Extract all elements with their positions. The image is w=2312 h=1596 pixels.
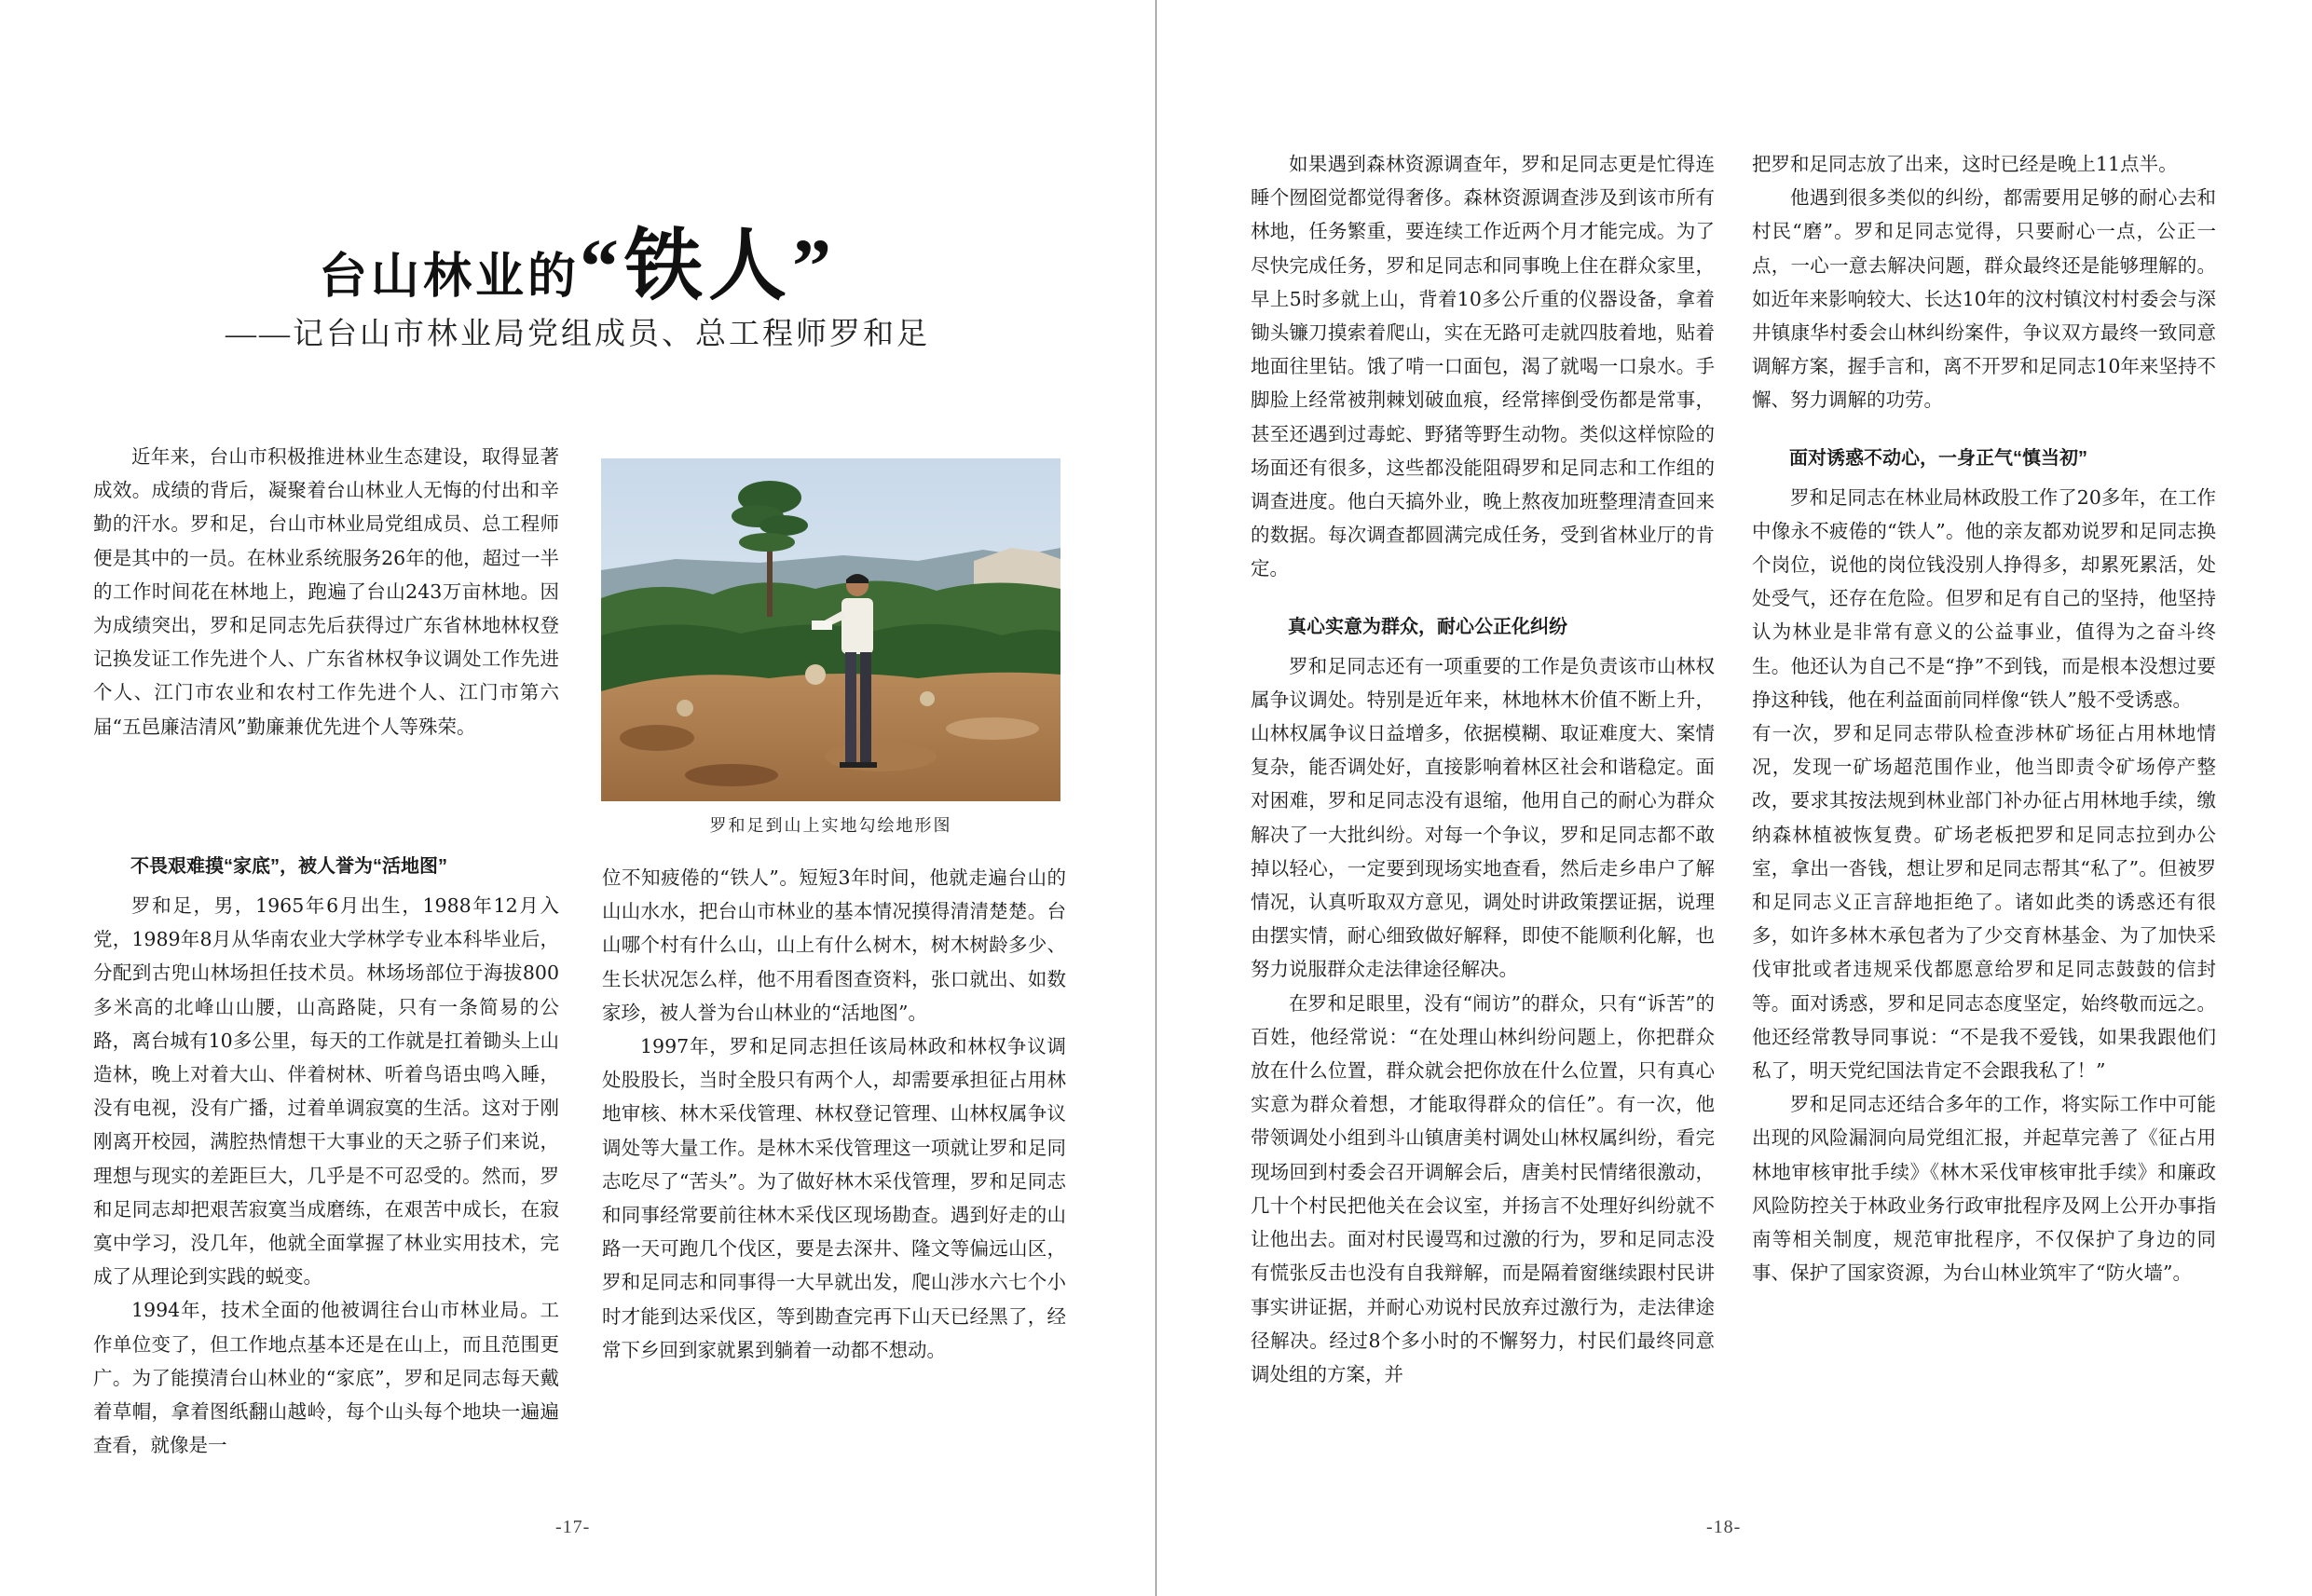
column-left <box>1251 147 1715 1391</box>
intro-column <box>93 440 559 743</box>
body-paragraph: 1997年，罗和足同志担任该局林政和林权争议调处股股长，当时全股只有两个人，却需要承担征占用林地审核、林木采伐管理、林权登记管理、山林权属争议调处等大量工作。是林木采伐管理这一项就让罗和足同志吃尽了“苦头”。为了做好林木采伐管理，罗和足同志和同事经常要前往林木采伐区现场勘查。遇到好走的山路一天可跑几个伐区，要是去深井、隆文等偏远山区，罗和足同志和同事得一大早就出发，爬山涉水六七个小时才能到达采伐区，等到勘查完再下山天已经黑了，经常下乡回到家就累到躺着一动都不想动。 <box>602 1035 1066 1361</box>
body-paragraph: 罗和足同志还结合多年的工作，将实际工作中可能出现的风险漏洞向局党组汇报，并起草完善了《征占用林地审核审批手续》《林木采伐审核审批手续》和廉政风险防控关于林政业务行政审批程序及网上公开办事指南等相关制度，规范审批程序，不仅保护了身边的同事、保护了国家资源，为台山林业筑牢了“防火墙”。 <box>1752 1093 2216 1285</box>
column-right <box>1752 147 2216 1290</box>
body-paragraph: 有一次，罗和足同志带队检查涉林矿场征占用林地情况，发现一矿场超范围作业，他当即责令矿场停产整改，要求其按法规到林业部门补办征占用林地手续，缴纳森林植被恢复费。矿场老板把罗和足同志拉到办公室，拿出一沓钱，想让罗和足同志帮其“私了”。但被罗和足同志义正言辞地拒绝了。诸如此类的诱惑还有很多，如许多林木承包者为了少交育林基金、为了加快采伐审批或者违规采伐都愿意给罗和足同志鼓鼓的信封等。面对诱惑，罗和足同志态度坚定，始终敬而远之。他还经常教导同事说：“不是我不爱钱，如果我跟他们私了，明天党纪国法肯定不会跟我私了！” <box>1752 722 2216 1083</box>
photo-caption: 罗和足到山上实地勾绘地形图 <box>709 816 952 836</box>
intro-paragraph: 近年来，台山市积极推进林业生态建设，取得显著成效。成绩的背后，凝聚着台山林业人无悔的付出和辛勤的汗水。罗和足，台山市林业局党组成员、总工程师便是其中的一员。在林业系统服务26年的他，超过一半的工作时间花在林地上，跑遍了台山243万亩林地。因为成绩突出，罗和足同志先后获得过广东省林地林权登记换发证工作先进个人、广东省林权争议调处工作先进个人、江门市农业和农村工作先进个人、江门市第六届“五邑廉洁清风”勤廉兼优先进个人等殊荣。 <box>93 445 559 738</box>
section-heading-3: 面对诱惑不动心，一身正气“慎当初” <box>1789 447 2087 469</box>
body-paragraph: 罗和足，男，1965年6月出生，1988年12月入党，1989年8月从华南农业大学林学专业本科毕业后，分配到古兜山林场担任技术员。林场场部位于海拔800多米高的北峰山山腰，山高路陡，只有一条简易的公路，离台城有10多公里，每天的工作就是扛着锄头上山造林，晚上对着大山、伴着树林、听着鸟语虫鸣入睡，没有电视，没有广播，过着单调寂寞的生活。这对于刚刚离开校园，满腔热情想干大事业的天之骄子们来说，理想与现实的差距巨大，几乎是不可忍受的。然而，罗和足同志却把艰苦寂寞当成磨练，在艰苦中成长，在寂寞中学习，没几年，他就全面掌握了林业实用技术，完成了从理论到实践的蜕变。 <box>93 894 559 1289</box>
article-subtitle: ——记台山市林业局党组成员、总工程师罗和足 <box>226 318 930 351</box>
title-text: 台山林业的 <box>318 251 580 304</box>
section-heading-2: 真心实意为群众，耐心公正化纠纷 <box>1288 616 1567 637</box>
body-paragraph: 把罗和足同志放了出来，这时已经是晚上11点半。 <box>1752 153 2178 175</box>
body-paragraph: 如果遇到森林资源调查年，罗和足同志更是忙得连睡个囫囵觉都觉得奢侈。森林资源调查涉及到该市所有林地，任务繁重，要连续工作近两个月才能完成。为了尽快完成任务，罗和足同志和同事晚上住在群众家里，早上5时多就上山，背着10多公斤重的仪器设备，拿着锄头镰刀摸索着爬山，实在无路可走就四肢着地，贴着地面往里钻。饿了啃一口面包，渴了就喝一口泉水。手脚脸上经常被荆棘划破血痕，经常摔倒受伤都是常事，甚至还遇到过毒蛇、野猪等野生动物。类似这样惊险的场面还有很多，这些都没能阻碍罗和足同志和工作组的调查进度。他白天搞外业，晚上熬夜加班整理清查回来的数据。每次调查都圆满完成任务，受到省林业厅的肯定。 <box>1251 153 1715 580</box>
body-paragraph: 1994年，技术全面的他被调往台山市林业局。工作单位变了，但工作地点基本还是在山上，而且范围更广。为了能摸清台山林业的“家底”，罗和足同志每天戴着草帽，拿着图纸翻山越岭，每个山头每个地块一遍遍查看，就像是一 <box>93 1299 559 1457</box>
body-paragraph: 位不知疲倦的“铁人”。短短3年时间，他就走遍台山的山山水水，把台山市林业的基本情况摸得清清楚楚。台山哪个村有什么山，山上有什么树木，树木树龄多少、生长状况怎么样，他不用看图查资料，张口就出、如数家珍，被人誉为台山林业的“活地图”。 <box>602 866 1066 1024</box>
section-heading-1: 不畏艰难摸“家底”，被人誉为“活地图” <box>130 856 447 877</box>
page-18 <box>1156 0 2312 1596</box>
title-emphasis: “铁人” <box>580 224 838 310</box>
body-paragraph: 他遇到很多类似的纠纷，都需要用足够的耐心去和村民“磨”。罗和足同志觉得，只要耐心一点，公正一点，一心一意去解决问题，群众最终还是能够理解的。如近年来影响较大、长达10年的汶村镇汶村村委会与深井镇康华村委会山林纠纷案件，争议双方最终一致同意调解方案，握手言和，离不开罗和足同志10年来坚持不懈、努力调解的功劳。 <box>1752 186 2216 412</box>
body-paragraph: 罗和足同志在林业局林政股工作了20多年，在工作中像永不疲倦的“铁人”。他的亲友都劝说罗和足同志换个岗位，说他的岗位钱没别人挣得多，却累死累活，处处受气，还存在危险。但罗和足有自己的坚持，他坚持认为林业是非常有意义的公益事业，值得为之奋斗终生。他还认为自己不是“挣”不到钱，而是根本没想过要挣这种钱，他在利益面前同样像“铁人”般不受诱惑。 <box>1752 485 2216 711</box>
body-paragraph: 在罗和足眼里，没有“闹访”的群众，只有“诉苦”的百姓，他经常说：“在处理山林纠纷问题上，你把群众放在什么位置，群众就会把你放在什么位置，只有真心实意为群众着想，才能取得群众的信任”。有一次，他带领调处小组到斗山镇唐美村调处山林权属纠纷，看完现场回到村委会召开调解会后，唐美村民情绪很激动，几十个村民把他关在会议室，并扬言不处理好纠纷就不让他出去。面对村民谩骂和过激的行为，罗和足同志没有慌张反击也没有自我辩解，而是隔着窗继续跟村民讲事实讲证据，并耐心劝说村民放弃过激行为，走法律途径解决。经过8个多小时的不懈努力，村民们最终同意调处组的方案，并 <box>1251 991 1715 1385</box>
column-left-bottom <box>93 825 559 1462</box>
page-number: -17- <box>555 1517 591 1537</box>
page-number: -18- <box>1706 1517 1742 1537</box>
column-right-bottom <box>602 861 1066 1367</box>
article-photo <box>601 458 1060 801</box>
article-title <box>0 203 1156 316</box>
body-paragraph: 罗和足同志还有一项重要的工作是负责该市山林权属争议调处。特别是近年来，林地林木价值不断上升，山林权属争议日益增多，依据模糊、取证难度大、案情复杂，能否调处好，直接影响着林区社会和谐稳定。面对困难，罗和足同志没有退缩，他用自己的耐心为群众解决了一大批纠纷。对每一个争议，罗和足同志都不敢掉以轻心，一定要到现场实地查看，然后走乡串户了解情况，认真听取双方意见，调处时讲政策摆证据，说理由摆实情，耐心细致做好解释，即使不能顺利化解，也努力说服群众走法律途径解决。 <box>1251 654 1715 981</box>
